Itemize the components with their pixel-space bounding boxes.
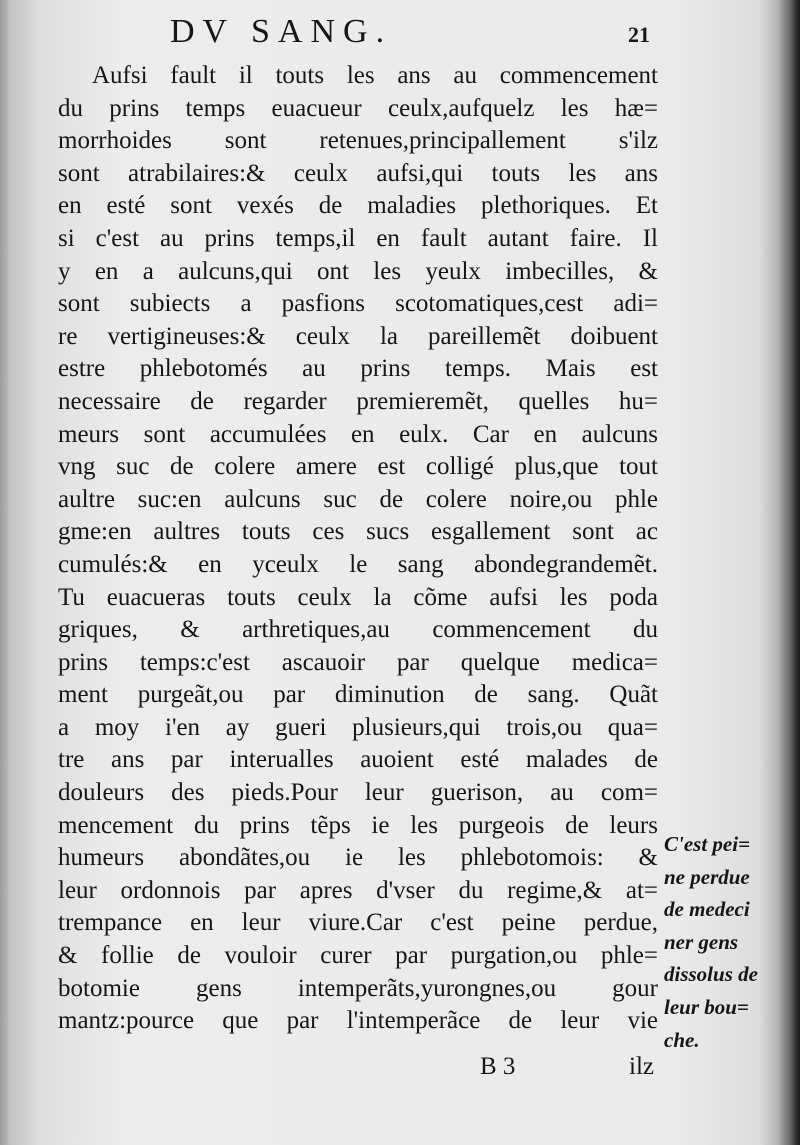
marginal-note-line: ner gens [664, 929, 739, 954]
page-number: 21 [628, 22, 650, 47]
text-line: ment purgeãt,ou par diminution de sang. Quãt [58, 681, 658, 709]
text-line: a moy i'en ay gueri plusieurs,qui trois,ou qua= [58, 713, 658, 741]
text-line: si c'est au prins temps,il en fault autant faire. Il [58, 224, 658, 252]
text-line: trempance en leur viure.Car c'est peine perdue, [58, 909, 658, 937]
text-line: sont atrabilaires:& ceulx aufsi,qui touts les ans [58, 159, 658, 187]
text-line: sont subiects a pasfions scotomatiques,cest adi= [58, 290, 658, 318]
text-line: botomie gens intemperãts,yurongnes,ou gour [58, 974, 658, 1002]
text-line: griques, & arthretiques,au commencement du [58, 616, 658, 644]
marginal-note-line: dissolus de [664, 962, 758, 987]
text-line: tre ans par interualles auoient esté malades de [58, 746, 658, 774]
text-line: re vertigineuses:& ceulx la pareillemẽt doibuent [58, 322, 658, 350]
text-line: en esté sont vexés de maladies plethoriques. Et [58, 192, 658, 220]
marginal-note-line: de medeci [664, 897, 750, 922]
catchword: ilz [629, 1053, 654, 1080]
text-line: aultre suc:en aulcuns suc de colere noire,ou phle [58, 485, 658, 513]
text-line: & follie de vouloir curer par purgation,ou phle= [58, 942, 658, 970]
text-line: vng suc de colere amere est colligé plus,que tout [58, 453, 658, 481]
marginal-note-line: leur bou= [664, 994, 749, 1019]
text-line: cumulés:& en yceulx le sang abondegrandemẽt. [58, 550, 658, 578]
text-line: estre phlebotomés au prins temps. Mais est [58, 355, 658, 383]
marginal-note-line: che. [664, 1027, 700, 1052]
text-line: Aufsi fault il touts les ans au commencement [92, 62, 658, 89]
text-line: Tu euacueras touts ceulx la cõme aufsi les poda [58, 583, 658, 611]
text-line: prins temps:c'est ascauoir par quelque medica= [58, 648, 658, 676]
signature-mark: B 3 [480, 1053, 516, 1080]
marginal-note-line: C'est pei= [664, 832, 751, 856]
marginal-note [664, 828, 794, 1056]
text-line: necessaire de regarder premieremẽt, quelles hu= [58, 387, 658, 415]
text-line: humeurs abondãtes,ou ie les phlebotomois: & [58, 844, 658, 872]
page-left-shadow [0, 0, 10, 1145]
text-line: leur ordonnois par apres d'vser du regime,& at= [58, 876, 658, 904]
main-text-block [58, 60, 658, 1038]
text-line: mencement du prins tẽps ie les purgeois de leurs [58, 811, 658, 839]
running-title: DV SANG. [170, 13, 393, 50]
text-line: du prins temps euacueur ceulx,aufquelz les hæ= [58, 94, 658, 122]
text-line: y en a aulcuns,qui ont les yeulx imbecilles, & [58, 257, 658, 285]
text-line: meurs sont accumulées en eulx. Car en aulcuns [58, 420, 658, 448]
page-footer [58, 1050, 658, 1084]
text-line: morrhoides sont retenues,principallement s'ilz [58, 127, 658, 155]
marginal-note-line: ne perdue [664, 864, 750, 889]
text-line: douleurs des pieds.Pour leur guerison, au com= [58, 779, 658, 807]
text-line: gme:en aultres touts ces sucs esgallement sont ac [58, 518, 658, 546]
text-line: mantz:pource que par l'intemperãce de leur vie [58, 1007, 658, 1035]
